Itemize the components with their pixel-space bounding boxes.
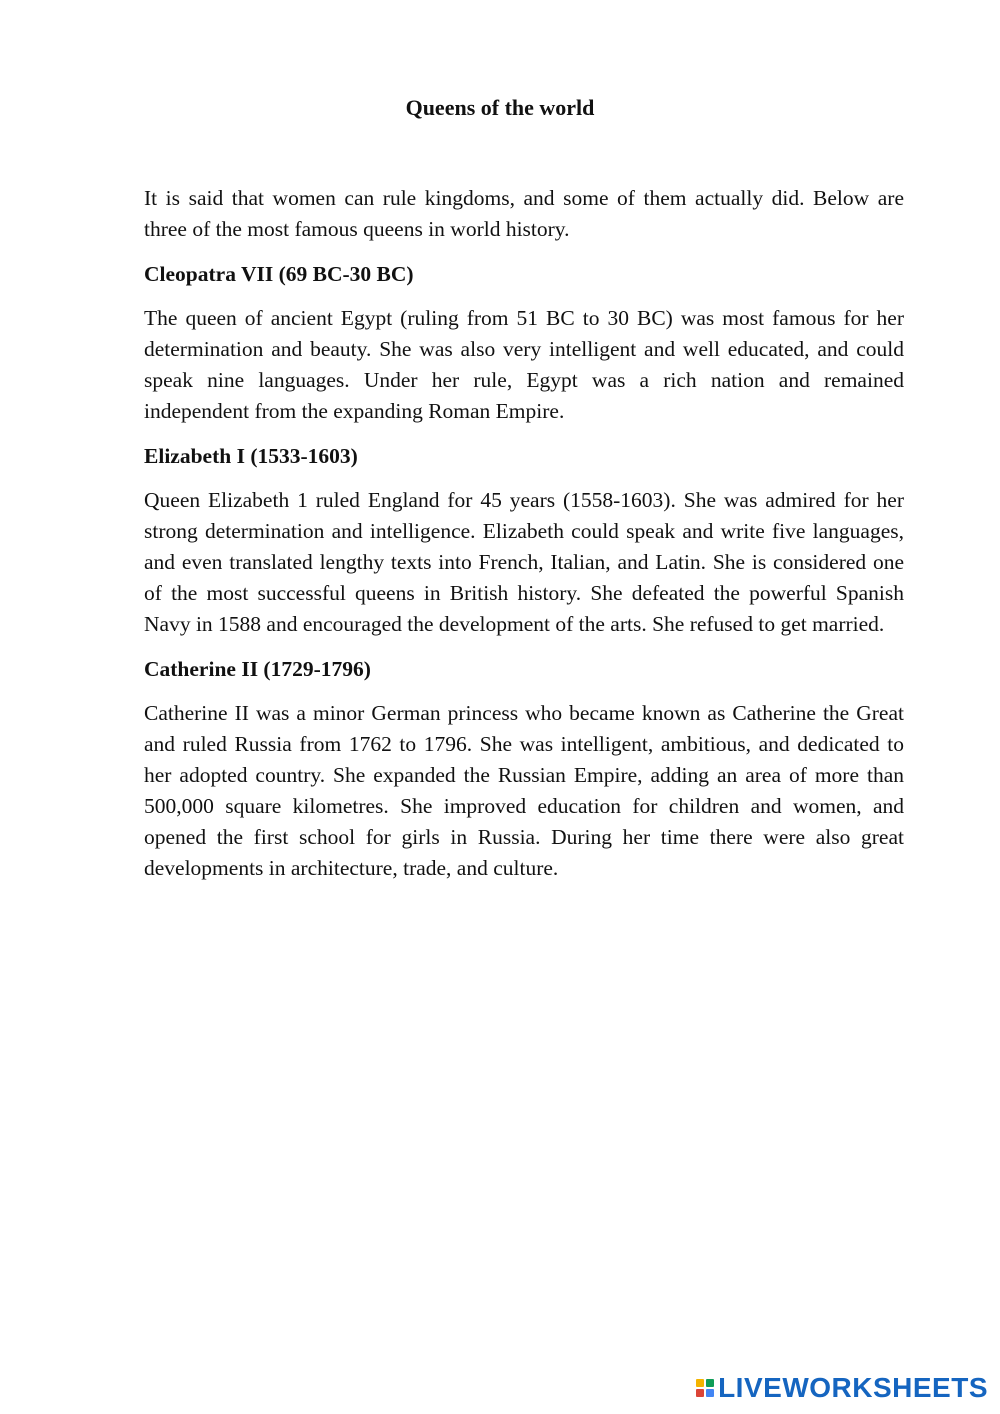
logo-text: LIVEWORKSHEETS: [718, 1372, 988, 1403]
section-heading-catherine: Catherine II (1729-1796): [144, 657, 371, 681]
section-heading-elizabeth: Elizabeth I (1533-1603): [144, 444, 358, 468]
logo-square-3: [696, 1389, 704, 1397]
page-title: Queens of the world: [405, 95, 595, 120]
section-body-elizabeth: Queen Elizabeth 1 ruled England for 45 years (1558-1603). She was admired for her strong determination and intelligence. Elizabeth could speak and write five languages, and even translated lengthy texts into French, Italian, and Latin. She is considered one of the most successful queens in British history. She defeated the powerful Spanish Navy in 1588 and encouraged the development of the arts. She refused to get married.: [144, 488, 904, 636]
section-body-catherine: Catherine II was a minor German princess who became known as Catherine the Great and ruled Russia from 1762 to 1796. She was intelligent, ambitious, and dedicated to her adopted country. She expanded the Russian Empire, adding an area of more than 500,000 square kilometres. She improved education for children and women, and opened the first school for girls in Russia. During her time there were also great developments in architecture, trade, and culture.: [144, 701, 904, 880]
section-body-cleopatra: The queen of ancient Egypt (ruling from 51 BC to 30 BC) was most famous for her determination and beauty. She was also very intelligent and well educated, and could speak nine languages. Under her rule, Egypt was a rich nation and remained independent from the expanding Roman Empire.: [144, 306, 904, 423]
liveworksheets-logo: [696, 1370, 988, 1406]
document-body: [144, 183, 904, 884]
logo-grid-icon: [696, 1379, 714, 1397]
logo-square-2: [706, 1379, 714, 1387]
logo-square-4: [706, 1389, 714, 1397]
logo-square-1: [696, 1379, 704, 1387]
intro-paragraph: It is said that women can rule kingdoms, and some of them actually did. Below are three of the most famous queens in world history.: [144, 186, 904, 241]
section-heading-cleopatra: Cleopatra VII (69 BC-30 BC): [144, 262, 414, 286]
